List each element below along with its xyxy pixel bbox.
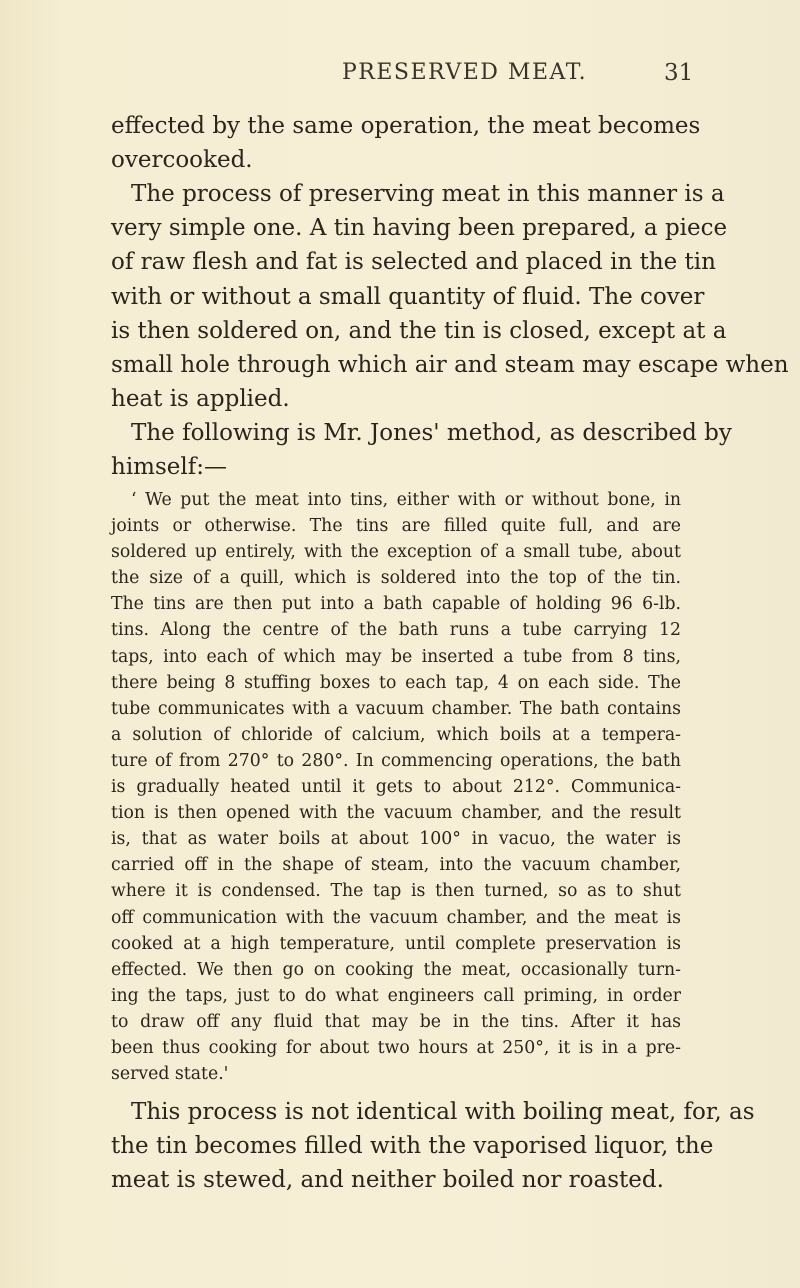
- page-header: [0, 60, 800, 100]
- quote-line: effected. We then go on cooking the meat, occasionally turn-: [111, 959, 681, 980]
- paragraph-continuation: [111, 109, 701, 177]
- text-line: This process is not identical with boiling meat, for, as: [131, 1099, 755, 1125]
- text-line: the tin becomes filled with the vaporised liquor, the: [111, 1133, 714, 1160]
- quote-line: joints or otherwise. The tins are filled quite full, and are: [111, 516, 681, 537]
- paragraph-process: [111, 177, 789, 416]
- text-line: The following is Mr. Jones' method, as described by: [131, 420, 732, 446]
- quote-line: ‘ We put the meat into tins, either with or without bone, in: [131, 490, 681, 510]
- quote-line: off communication with the vacuum chamber, and the meat is: [111, 907, 681, 928]
- text-line: is then soldered on, and the tin is closed, except at a: [111, 317, 727, 344]
- quote-line: served state.': [111, 1064, 229, 1085]
- quote-line: The tins are then put into a bath capable of holding 96 6-lb.: [111, 594, 681, 615]
- paragraph-jones-intro: [111, 416, 732, 484]
- quoted-passage: [111, 487, 681, 1087]
- quote-line: ing the taps, just to do what engineers call priming, in order: [111, 985, 681, 1006]
- text-line: The process of preserving meat in this manner is a: [131, 181, 725, 207]
- text-line: overcooked.: [111, 147, 253, 174]
- quote-line: there being 8 stuffing boxes to each tap, 4 on each side. The: [111, 672, 681, 693]
- quote-line: been thus cooking for about two hours at 250°, it is in a pre-: [111, 1037, 681, 1058]
- quote-line: is gradually heated until it gets to about 212°. Communica-: [111, 777, 681, 798]
- quote-line: tins. Along the centre of the bath runs a tube carrying 12: [111, 620, 681, 641]
- text-line: small hole through which air and steam may escape when: [111, 351, 789, 378]
- quote-line: cooked at a high temperature, until complete preservation is: [111, 933, 681, 954]
- page-number: 31: [664, 60, 694, 86]
- quote-line: a solution of chloride of calcium, which boils at a tempera-: [111, 724, 681, 745]
- quote-line: is, that as water boils at about 100° in vacuo, the water is: [111, 829, 681, 850]
- quote-line: tube communicates with a vacuum chamber. The bath contains: [111, 698, 681, 719]
- paragraph-conclusion: [111, 1095, 755, 1198]
- quote-line: the size of a quill, which is soldered into the top of the tin.: [111, 568, 681, 589]
- quote-line: soldered up entirely, with the exception of a small tube, about: [111, 542, 681, 563]
- text-line: meat is stewed, and neither boiled nor roasted.: [111, 1167, 664, 1194]
- quote-line: taps, into each of which may be inserted a tube from 8 tins,: [111, 646, 681, 667]
- text-line: heat is applied.: [111, 386, 290, 413]
- running-head: PRESERVED MEAT.: [342, 60, 588, 85]
- quote-line: ture of from 270° to 280°. In commencing operations, the bath: [111, 750, 681, 771]
- text-line: himself:—: [111, 454, 228, 481]
- quote-line: to draw off any fluid that may be in the tins. After it has: [111, 1011, 681, 1032]
- text-line: with or without a small quantity of fluid. The cover: [111, 283, 705, 310]
- text-line: very simple one. A tin having been prepared, a piece: [111, 215, 728, 242]
- quote-line: tion is then opened with the vacuum chamber, and the result: [111, 803, 681, 824]
- quote-line: carried off in the shape of steam, into the vacuum chamber,: [111, 855, 681, 876]
- text-line: of raw flesh and fat is selected and placed in the tin: [111, 249, 716, 276]
- text-line: effected by the same operation, the meat becomes: [111, 113, 701, 139]
- quote-line: where it is condensed. The tap is then turned, so as to shut: [111, 881, 681, 902]
